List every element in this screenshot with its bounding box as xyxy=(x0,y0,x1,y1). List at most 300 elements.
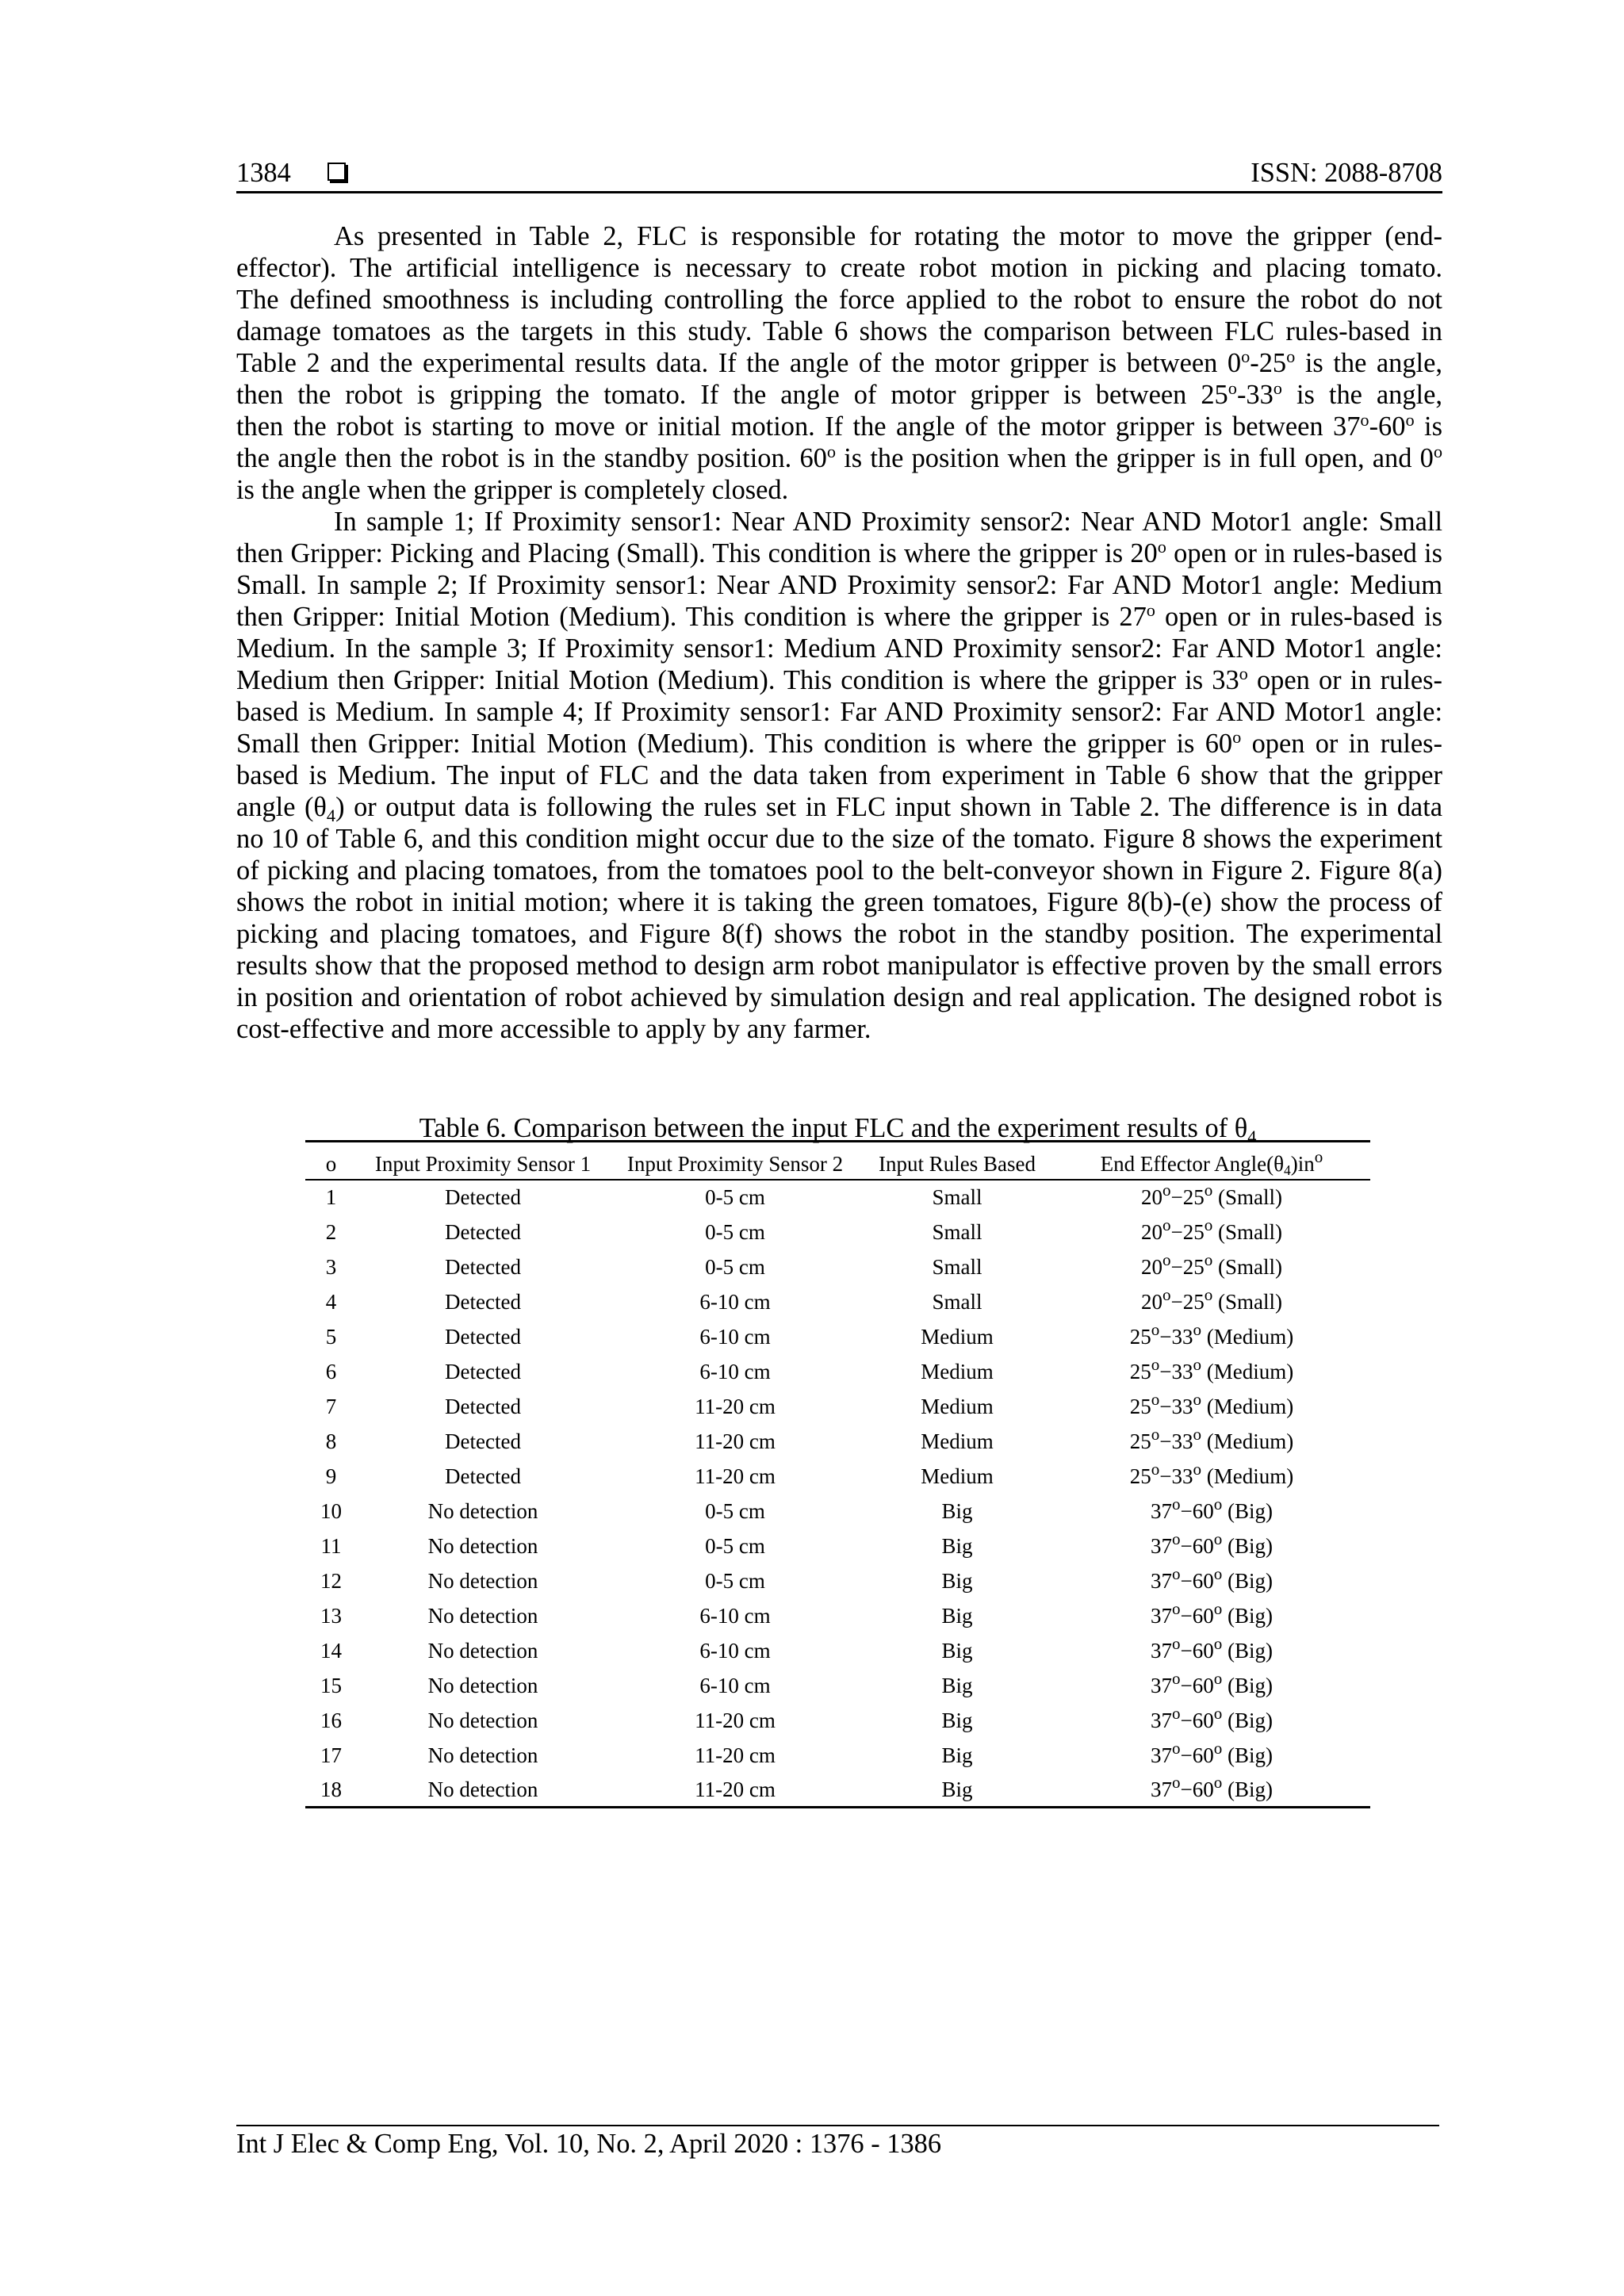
cell-text: Small xyxy=(932,1254,982,1279)
table-cell-sensor2 xyxy=(609,1459,861,1494)
cell-text: −60 xyxy=(1180,1498,1214,1523)
cell-text: 6-10 cm xyxy=(699,1359,771,1383)
table-cell-sensor2 xyxy=(609,1529,861,1563)
superscript: o xyxy=(1171,1738,1181,1758)
cell-text: Medium xyxy=(921,1359,994,1383)
table-row xyxy=(305,1284,1370,1319)
table-cell-sensor2 xyxy=(609,1180,861,1215)
cell-text: −33 xyxy=(1159,1429,1193,1453)
table-cell-sensor1 xyxy=(357,1668,609,1703)
header-rule xyxy=(236,191,1442,193)
superscript: o xyxy=(1162,1181,1171,1200)
superscript: o xyxy=(1239,663,1248,683)
superscript: o xyxy=(1193,1319,1202,1339)
table-cell-angle xyxy=(1053,1668,1370,1703)
cell-text: (Medium) xyxy=(1201,1324,1294,1349)
page-number: 1384 xyxy=(236,158,291,188)
table-row xyxy=(305,1773,1370,1808)
superscript: o xyxy=(1193,1354,1202,1374)
cell-text: 7 xyxy=(325,1394,337,1418)
text-run: based is Medium. The input of FLC and the data taken from experiment in Table 6 show that the gripper xyxy=(236,760,1442,790)
cell-text: No detection xyxy=(427,1603,538,1628)
cell-text: 11-20 cm xyxy=(695,1394,776,1418)
text-run: is the position when the gripper is in full open, and 0 xyxy=(836,443,1434,473)
text-line xyxy=(236,760,1442,791)
superscript: o xyxy=(1151,1424,1160,1444)
cell-text: 6 xyxy=(325,1359,337,1383)
table-cell-sensor1 xyxy=(357,1424,609,1459)
table-cell-rules xyxy=(861,1773,1053,1808)
table-cell-rules xyxy=(861,1598,1053,1633)
superscript: o xyxy=(1151,1389,1160,1409)
superscript: o xyxy=(1228,377,1237,398)
cell-text: −60 xyxy=(1180,1603,1214,1628)
cell-text: Detected xyxy=(445,1359,521,1383)
cell-text: 18 xyxy=(320,1777,342,1801)
table-cell-no xyxy=(305,1319,357,1354)
table-cell-no xyxy=(305,1773,357,1808)
cell-text: 37 xyxy=(1150,1708,1172,1732)
superscript: o xyxy=(1213,1529,1223,1548)
cell-text: 37 xyxy=(1150,1638,1172,1663)
table-cell-sensor1 xyxy=(357,1773,609,1808)
cell-text: Small xyxy=(932,1219,982,1244)
cell-text: −60 xyxy=(1180,1673,1214,1697)
table-cell-rules xyxy=(861,1215,1053,1249)
table-cell-rules xyxy=(861,1668,1053,1703)
cell-text: −60 xyxy=(1180,1708,1214,1732)
cell-text: 20 xyxy=(1140,1219,1162,1244)
superscript: o xyxy=(1213,1703,1223,1723)
cell-text: 9 xyxy=(325,1464,337,1488)
text-run: The defined smoothness is including controlling the force applied to the robot to ensure the robot do not xyxy=(236,285,1442,315)
text-line xyxy=(236,442,1442,474)
table-cell-rules xyxy=(861,1319,1053,1354)
text-run: then Gripper: Initial Motion (Medium). This condition is where the gripper is 27 xyxy=(236,602,1147,632)
text-line xyxy=(236,728,1442,760)
table-cell-sensor2 xyxy=(609,1633,861,1668)
cell-text: Big xyxy=(941,1743,973,1767)
issn: ISSN: 2088-8708 xyxy=(1251,158,1442,188)
cell-text: 0-5 cm xyxy=(705,1185,765,1209)
text-run: open or in rules- xyxy=(1247,665,1442,695)
table-cell-sensor1 xyxy=(357,1284,609,1319)
table-cell-angle xyxy=(1053,1703,1370,1738)
table-row xyxy=(305,1354,1370,1389)
superscript: o xyxy=(1213,1773,1223,1793)
text-line xyxy=(236,601,1442,633)
cell-text: 5 xyxy=(325,1324,337,1349)
footer-rule xyxy=(236,2125,1439,2126)
cell-text: 11-20 cm xyxy=(695,1464,776,1488)
text-line xyxy=(236,569,1442,601)
cell-text: 37 xyxy=(1150,1568,1172,1593)
cell-text: 37 xyxy=(1150,1777,1172,1801)
header-text: Input Rules Based xyxy=(879,1151,1036,1176)
cell-text: 0-5 cm xyxy=(705,1533,765,1558)
cell-text: No detection xyxy=(427,1743,538,1767)
text-run: -33 xyxy=(1236,380,1274,410)
superscript: o xyxy=(1193,1424,1202,1444)
text-line xyxy=(236,474,1442,506)
table-row xyxy=(305,1180,1370,1215)
cell-text: No detection xyxy=(427,1777,538,1801)
table-cell-angle xyxy=(1053,1598,1370,1633)
table-cell-no xyxy=(305,1563,357,1598)
cell-text: (Small) xyxy=(1212,1219,1283,1244)
table-cell-sensor2 xyxy=(609,1598,861,1633)
cell-text: Detected xyxy=(445,1324,521,1349)
superscript: o xyxy=(1151,1354,1160,1374)
table-cell-sensor1 xyxy=(357,1319,609,1354)
cell-text: 4 xyxy=(325,1289,337,1314)
table-cell-sensor1 xyxy=(357,1249,609,1284)
text-run: ) or output data is following the rules set in FLC input shown in Table 2. The difference is in data xyxy=(335,792,1443,822)
text-line xyxy=(236,886,1442,918)
superscript: o xyxy=(1157,536,1166,557)
table-cell-rules xyxy=(861,1354,1053,1389)
superscript: o xyxy=(1193,1389,1202,1409)
cell-text: −60 xyxy=(1180,1743,1214,1767)
cell-text: −60 xyxy=(1180,1533,1214,1558)
table-row xyxy=(305,1424,1370,1459)
table-header-sensor2 xyxy=(609,1142,861,1180)
text-line xyxy=(236,633,1442,664)
cell-text: 25 xyxy=(1129,1359,1151,1383)
cell-text: (Medium) xyxy=(1201,1359,1294,1383)
cell-text: 6-10 cm xyxy=(699,1638,771,1663)
superscript: o xyxy=(1171,1529,1181,1548)
cell-text: (Big) xyxy=(1222,1743,1274,1767)
superscript: o xyxy=(1162,1284,1171,1304)
table-row xyxy=(305,1668,1370,1703)
superscript: o xyxy=(1213,1668,1223,1688)
text-run: open or in rules- xyxy=(1241,729,1442,759)
cell-text: Small xyxy=(932,1185,982,1209)
cell-text: 16 xyxy=(320,1708,342,1732)
cell-text: (Small) xyxy=(1212,1289,1283,1314)
table-cell-no xyxy=(305,1598,357,1633)
text-run: As presented in Table 2, FLC is responsible for rotating the motor to move the gripper (end- xyxy=(334,221,1442,251)
table-cell-angle xyxy=(1053,1633,1370,1668)
text-line xyxy=(236,823,1442,855)
table-cell-rules xyxy=(861,1284,1053,1319)
table-cell-sensor2 xyxy=(609,1319,861,1354)
table-cell-sensor2 xyxy=(609,1494,861,1529)
cell-text: 20 xyxy=(1140,1254,1162,1279)
text-line xyxy=(236,284,1442,316)
superscript: o xyxy=(1204,1284,1213,1304)
table-row xyxy=(305,1738,1370,1773)
superscript: o xyxy=(1171,1598,1181,1618)
superscript: o xyxy=(1433,441,1442,461)
cell-text: −60 xyxy=(1180,1638,1214,1663)
table-row xyxy=(305,1249,1370,1284)
cell-text: −25 xyxy=(1170,1254,1205,1279)
text-run: Small then Gripper: Initial Motion (Medium). This condition is where the gripper is 60 xyxy=(236,729,1233,759)
table-cell-angle xyxy=(1053,1424,1370,1459)
superscript: o xyxy=(1151,1459,1160,1479)
table-row xyxy=(305,1459,1370,1494)
table-cell-sensor2 xyxy=(609,1249,861,1284)
text-line xyxy=(236,791,1442,823)
cell-text: 25 xyxy=(1129,1464,1151,1488)
cell-text: −33 xyxy=(1159,1324,1193,1349)
table-cell-no xyxy=(305,1180,357,1215)
text-run: is the angle when the gripper is completely closed. xyxy=(236,475,789,505)
header-text: )in xyxy=(1290,1151,1315,1176)
cell-text: (Medium) xyxy=(1201,1429,1294,1453)
cell-text: (Big) xyxy=(1222,1708,1274,1732)
table-row xyxy=(305,1494,1370,1529)
cell-text: (Small) xyxy=(1212,1185,1283,1209)
text-run: cost-effective and more accessible to apply by any farmer. xyxy=(236,1014,871,1044)
cell-text: Detected xyxy=(445,1254,521,1279)
body-text xyxy=(236,220,1442,1045)
cell-text: Medium xyxy=(921,1429,994,1453)
cell-text: 11-20 cm xyxy=(695,1743,776,1767)
cell-text: −25 xyxy=(1170,1289,1205,1314)
text-line xyxy=(236,664,1442,696)
text-run: is the angle, xyxy=(1281,380,1442,410)
table-cell-rules xyxy=(861,1703,1053,1738)
superscript: o xyxy=(1171,1703,1181,1723)
table-cell-sensor2 xyxy=(609,1703,861,1738)
cell-text: Big xyxy=(941,1638,973,1663)
superscript: o xyxy=(1213,1494,1223,1513)
superscript: o xyxy=(1171,1633,1181,1653)
superscript: o xyxy=(1286,346,1296,366)
table-cell-angle xyxy=(1053,1354,1370,1389)
table-caption xyxy=(305,1112,1370,1144)
cell-text: 37 xyxy=(1150,1498,1172,1523)
cell-text: 11-20 cm xyxy=(695,1777,776,1801)
text-run: then Gripper: Picking and Placing (Small). This condition is where the gripper is 20 xyxy=(236,538,1158,568)
cell-text: 25 xyxy=(1129,1429,1151,1453)
cell-text: Big xyxy=(941,1777,973,1801)
table-cell-sensor1 xyxy=(357,1703,609,1738)
cell-text: Detected xyxy=(445,1185,521,1209)
cell-text: −25 xyxy=(1170,1185,1205,1209)
caption-text: Table 6. Comparison between the input FLC and the experiment results of θ xyxy=(419,1113,1248,1143)
table-cell-rules xyxy=(861,1459,1053,1494)
table-cell-rules xyxy=(861,1738,1053,1773)
text-line xyxy=(236,950,1442,982)
table-row xyxy=(305,1598,1370,1633)
cell-text: 0-5 cm xyxy=(705,1498,765,1523)
comparison-table xyxy=(305,1140,1370,1808)
table-cell-sensor1 xyxy=(357,1529,609,1563)
table-cell-no xyxy=(305,1494,357,1529)
superscript: o xyxy=(1314,1146,1323,1166)
table-cell-sensor1 xyxy=(357,1598,609,1633)
superscript: o xyxy=(1171,1563,1181,1583)
table-row xyxy=(305,1563,1370,1598)
cell-text: −33 xyxy=(1159,1359,1193,1383)
text-line xyxy=(236,855,1442,886)
cell-text: (Medium) xyxy=(1201,1464,1294,1488)
superscript: o xyxy=(1213,1598,1223,1618)
cell-text: Small xyxy=(932,1289,982,1314)
table-cell-no xyxy=(305,1703,357,1738)
text-run: then the robot is gripping the tomato. If the angle of motor gripper is between 25 xyxy=(236,380,1228,410)
cell-text: 20 xyxy=(1140,1289,1162,1314)
table-cell-no xyxy=(305,1424,357,1459)
cell-text: Detected xyxy=(445,1289,521,1314)
cell-text: Medium xyxy=(921,1394,994,1418)
cell-text: No detection xyxy=(427,1673,538,1697)
table-cell-sensor2 xyxy=(609,1424,861,1459)
superscript: o xyxy=(1204,1181,1213,1200)
cell-text: No detection xyxy=(427,1568,538,1593)
cell-text: 20 xyxy=(1140,1185,1162,1209)
superscript: o xyxy=(1171,1668,1181,1688)
cell-text: Detected xyxy=(445,1219,521,1244)
table-cell-no xyxy=(305,1459,357,1494)
table-row xyxy=(305,1529,1370,1563)
text-run: is xyxy=(1414,411,1442,442)
text-run: in position and orientation of robot achieved by simulation design and real application. The designed robot is xyxy=(236,982,1442,1012)
table-cell-angle xyxy=(1053,1319,1370,1354)
table-cell-sensor2 xyxy=(609,1284,861,1319)
cell-text: Detected xyxy=(445,1464,521,1488)
cell-text: Big xyxy=(941,1533,973,1558)
table-cell-angle xyxy=(1053,1215,1370,1249)
superscript: o xyxy=(1162,1249,1171,1269)
text-line xyxy=(236,506,1442,538)
subscript: 4 xyxy=(1247,1126,1257,1146)
table-header-no xyxy=(305,1142,357,1180)
superscript: o xyxy=(1213,1738,1223,1758)
cell-text: (Big) xyxy=(1222,1603,1274,1628)
table-row xyxy=(305,1215,1370,1249)
superscript: o xyxy=(1204,1215,1213,1234)
table-header-row xyxy=(305,1142,1370,1180)
text-run: effector). The artificial intelligence is necessary to create robot motion in picking and placing tomato. xyxy=(236,253,1442,283)
text-run: picking and placing tomatoes, and Figure 8(f) shows the robot in the standby position. The experimental xyxy=(236,919,1442,949)
table-cell-no xyxy=(305,1738,357,1773)
subscript: 4 xyxy=(1284,1161,1291,1178)
text-run: no 10 of Table 6, and this condition might occur due to the size of the tomato. Figure 8 shows the experiment xyxy=(236,824,1442,854)
cell-text: Big xyxy=(941,1708,973,1732)
superscript: o xyxy=(1151,1319,1160,1339)
table-cell-no xyxy=(305,1633,357,1668)
cell-text: −60 xyxy=(1180,1568,1214,1593)
text-run: -25 xyxy=(1250,348,1287,378)
table-cell-sensor2 xyxy=(609,1354,861,1389)
text-run: -60 xyxy=(1369,411,1406,442)
cell-text: Big xyxy=(941,1603,973,1628)
cell-text: (Big) xyxy=(1222,1638,1274,1663)
table-cell-no xyxy=(305,1284,357,1319)
text-run: shows the robot in initial motion; where it is taking the green tomatoes, Figure 8(b)-(e) show the process of xyxy=(236,887,1442,917)
table-cell-sensor2 xyxy=(609,1668,861,1703)
text-line xyxy=(236,696,1442,728)
superscript: o xyxy=(1171,1494,1181,1513)
cell-text: No detection xyxy=(427,1533,538,1558)
text-line xyxy=(236,1013,1442,1045)
cell-text: Big xyxy=(941,1673,973,1697)
cell-text: 0-5 cm xyxy=(705,1219,765,1244)
table-cell-sensor1 xyxy=(357,1354,609,1389)
text-run: angle (θ xyxy=(236,792,327,822)
superscript: o xyxy=(1273,377,1282,398)
text-run: Small. In sample 2; If Proximity sensor1: Near AND Proximity sensor2: Far AND Motor1 angle: Medium xyxy=(236,570,1442,600)
cell-text: 37 xyxy=(1150,1673,1172,1697)
cell-text: (Big) xyxy=(1222,1568,1274,1593)
superscript: o xyxy=(1232,726,1242,747)
superscript: o xyxy=(1146,599,1155,620)
table-row xyxy=(305,1633,1370,1668)
cell-text: (Big) xyxy=(1222,1498,1274,1523)
text-run: of picking and placing tomatoes, from the tomatoes pool to the belt-conveyor shown in Figure 2. Figure 8(a) xyxy=(236,855,1442,886)
cell-text: (Medium) xyxy=(1201,1394,1294,1418)
text-line xyxy=(236,538,1442,569)
text-run: open or in rules-based is xyxy=(1166,538,1442,568)
cell-text: 37 xyxy=(1150,1603,1172,1628)
cell-text: 6-10 cm xyxy=(699,1324,771,1349)
superscript: o xyxy=(1162,1215,1171,1234)
cell-text: Big xyxy=(941,1498,973,1523)
cell-text: Medium xyxy=(921,1464,994,1488)
text-line xyxy=(236,918,1442,950)
cell-text: Detected xyxy=(445,1394,521,1418)
cell-text: −33 xyxy=(1159,1464,1193,1488)
text-run: In sample 1; If Proximity sensor1: Near AND Proximity sensor2: Near AND Motor1 angle: Small xyxy=(334,507,1442,537)
cell-text: (Small) xyxy=(1212,1254,1283,1279)
text-run: results show that the proposed method to design arm robot manipulator is effective proven by the small errors xyxy=(236,951,1442,981)
superscript: o xyxy=(1204,1249,1213,1269)
cell-text: 11 xyxy=(320,1533,342,1558)
table-cell-sensor1 xyxy=(357,1459,609,1494)
table-cell-sensor1 xyxy=(357,1563,609,1598)
table-cell-no xyxy=(305,1354,357,1389)
subscript: 4 xyxy=(326,805,336,825)
superscript: o xyxy=(1241,346,1251,366)
table-cell-no xyxy=(305,1249,357,1284)
journal-citation: Int J Elec & Comp Eng, Vol. 10, No. 2, April 2020 : 1376 - 1386 xyxy=(236,2129,942,2159)
cell-text: 1 xyxy=(325,1185,337,1209)
cell-text: 13 xyxy=(320,1603,342,1628)
text-line xyxy=(236,252,1442,284)
text-line xyxy=(236,982,1442,1013)
table-cell-rules xyxy=(861,1563,1053,1598)
text-run: Medium then Gripper: Initial Motion (Medium). This condition is where the gripper is 33 xyxy=(236,665,1239,695)
table-cell-sensor1 xyxy=(357,1180,609,1215)
superscript: o xyxy=(1360,409,1369,430)
cell-text: 14 xyxy=(320,1638,342,1663)
text-run: the angle then the robot is in the standby position. 60 xyxy=(236,443,827,473)
table-cell-no xyxy=(305,1668,357,1703)
superscript: o xyxy=(1213,1563,1223,1583)
table-cell-angle xyxy=(1053,1389,1370,1424)
table-cell-angle xyxy=(1053,1563,1370,1598)
text-line xyxy=(236,379,1442,411)
superscript: o xyxy=(1193,1459,1202,1479)
cell-text: −60 xyxy=(1180,1777,1214,1801)
text-line xyxy=(236,411,1442,442)
table-header-angle xyxy=(1053,1142,1370,1180)
cell-text: 10 xyxy=(320,1498,342,1523)
cell-text: 12 xyxy=(320,1568,342,1593)
cell-text: −25 xyxy=(1170,1219,1205,1244)
table-cell-sensor1 xyxy=(357,1215,609,1249)
cell-text: 8 xyxy=(325,1429,337,1453)
table-cell-rules xyxy=(861,1180,1053,1215)
superscript: o xyxy=(1405,409,1415,430)
cell-text: 3 xyxy=(325,1254,337,1279)
cell-text: 2 xyxy=(325,1219,337,1244)
